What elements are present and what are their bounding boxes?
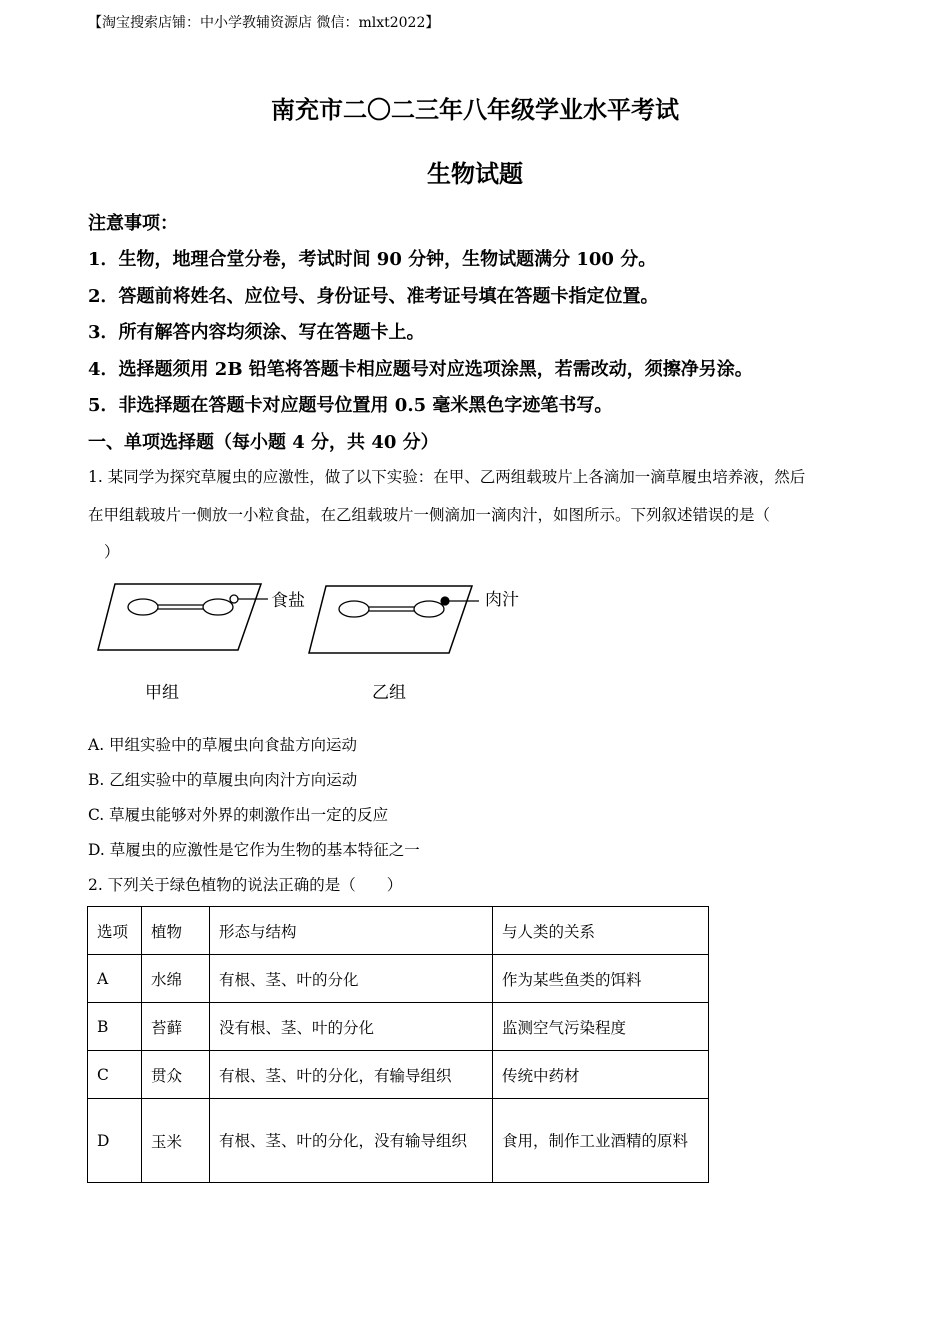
label-group-b: 乙组 <box>372 683 406 703</box>
table-row <box>88 1003 709 1051</box>
table-cell: 食用，制作工业酒精的原料 <box>493 1099 709 1183</box>
notice-item: 2．答题前将姓名、应位号、身份证号、准考证号填在答题卡指定位置。 <box>88 286 659 307</box>
question-1-line-3: ） <box>104 543 120 561</box>
notice-item: 3．所有解答内容均须涂、写在答题卡上。 <box>88 322 425 343</box>
table-cell: A <box>88 955 142 1003</box>
meat-juice-drop-icon <box>441 597 449 605</box>
question-1-option-b: B. 乙组实验中的草履虫向肉汁方向运动 <box>88 771 358 789</box>
label-meat-juice: 肉汁 <box>485 590 519 610</box>
exam-subtitle: 生物试题 <box>427 159 523 188</box>
table-cell: 贯众 <box>142 1051 210 1099</box>
notice-item: 5．非选择题在答题卡对应题号位置用 0.5 毫米黑色字迹笔书写。 <box>88 395 613 416</box>
table-cell: 传统中药材 <box>493 1051 709 1099</box>
table-cell: 有根、茎、叶的分化，有输导组织 <box>210 1051 493 1099</box>
table-row <box>88 1099 709 1183</box>
label-group-a: 甲组 <box>145 683 179 703</box>
salt-grain-icon <box>230 595 238 603</box>
table-header-cell: 与人类的关系 <box>493 907 709 955</box>
slide-group-a <box>98 584 268 650</box>
question-1-line-1: 1. 某同学为探究草履虫的应激性，做了以下实验：在甲、乙两组载玻片上各滴加一滴草履虫培养液，然后 <box>88 468 806 486</box>
section-heading: 一、单项选择题（每小题 4 分，共 40 分） <box>88 432 439 453</box>
table-header-cell: 植物 <box>142 907 210 955</box>
table-header-cell: 选项 <box>88 907 142 955</box>
question-2-text: 2. 下列关于绿色植物的说法正确的是（ ） <box>88 876 403 894</box>
table-header-cell: 形态与结构 <box>210 907 493 955</box>
table-cell: B <box>88 1003 142 1051</box>
question-1-option-a: A. 甲组实验中的草履虫向食盐方向运动 <box>88 736 358 754</box>
slide-group-b <box>309 586 479 653</box>
table-row <box>88 955 709 1003</box>
table-cell: 苔藓 <box>142 1003 210 1051</box>
header-note: 【淘宝搜索店铺：中小学教辅资源店 微信：mlxt2022】 <box>88 15 440 31</box>
table-cell: 有根、茎、叶的分化 <box>210 955 493 1003</box>
notice-item: 4．选择题须用 2B 铅笔将答题卡相应题号对应选项涂黑，若需改动，须擦净另涂。 <box>88 359 753 380</box>
table-cell: 有根、茎、叶的分化，没有输导组织 <box>210 1099 493 1183</box>
question-1-line-2: 在甲组载玻片一侧放一小粒食盐，在乙组载玻片一侧滴加一滴肉汁，如图所示。下列叙述错误的是（ <box>88 506 771 524</box>
notice-item: 1．生物，地理合堂分卷，考试时间 90 分钟，生物试题满分 100 分。 <box>88 249 657 270</box>
table-cell: 监测空气污染程度 <box>493 1003 709 1051</box>
table-header-row <box>88 907 709 955</box>
table-cell: 玉米 <box>142 1099 210 1183</box>
table-cell: D <box>88 1099 142 1183</box>
table-row <box>88 1051 709 1099</box>
question-1-option-c: C. 草履虫能够对外界的刺激作出一定的反应 <box>88 806 389 824</box>
table-cell: C <box>88 1051 142 1099</box>
notice-heading: 注意事项： <box>88 213 178 234</box>
paramecium-experiment-diagram <box>92 570 532 705</box>
plant-comparison-table <box>87 906 709 1183</box>
label-salt: 食盐 <box>271 591 305 611</box>
exam-title: 南充市二〇二三年八年级学业水平考试 <box>271 95 679 124</box>
table-cell: 水绵 <box>142 955 210 1003</box>
table-cell: 没有根、茎、叶的分化 <box>210 1003 493 1051</box>
question-1-option-d: D. 草履虫的应激性是它作为生物的基本特征之一 <box>88 841 420 859</box>
table-cell: 作为某些鱼类的饵料 <box>493 955 709 1003</box>
